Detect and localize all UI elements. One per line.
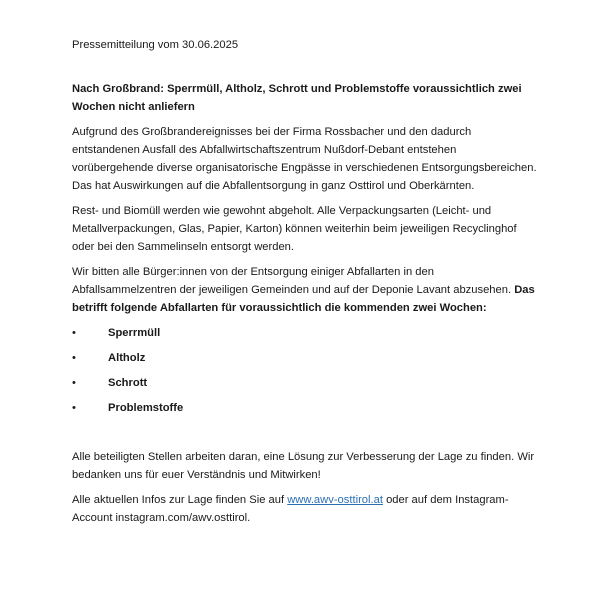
waste-type-list [72,324,540,424]
paragraph-collection-continues: Rest- und Biomüll werden wie gewohnt abgeholt. Alle Verpackungsarten (Leicht- und Metallverpackungen, Glas, Papier, Karton) können weiterhin beim jeweiligen Recyclinghof oder bei den Sammelinseln entsorgt werden. [72,205,517,253]
bullet-icon: • [72,327,76,339]
paragraph-fire-impact: Aufgrund des Großbrandereignisses bei der Firma Rossbacher und den dadurch entstandenen Ausfall des Abfallwirtschaftszentrum Nußdorf-Debant entstehen vorübergehende diverse organisatorische Engpässe in verschiedenen Entsorgungsbereichen. Das hat Auswirkungen auf die Abfallentsorgung in ganz Osttirol und Oberkärnten. [72,126,537,192]
waste-type-label: Schrott [108,377,148,389]
list-item [72,399,540,424]
list-item [72,374,540,399]
info-text-pre: Alle aktuellen Infos zur Lage finden Sie auf [72,494,285,506]
press-release [72,36,540,534]
paragraph-request [72,263,540,317]
section-spacer [72,424,540,448]
bullet-icon: • [72,377,76,389]
request-emphasis: Das betrifft folgende Abfallarten für voraussichtlich die kommenden zwei Wochen: [72,284,535,314]
dateline: Pressemitteilung vom 30.06.2025 [72,39,239,51]
headline: Nach Großbrand: Sperrmüll, Altholz, Schrott und Problemstoffe voraussichtlich zwei Wochen nicht anliefern [72,83,522,113]
waste-type-label: Problemstoffe [108,402,184,414]
bullet-icon: • [72,352,76,364]
waste-type-label: Altholz [108,352,146,364]
waste-type-label: Sperrmüll [108,327,161,339]
website-link[interactable]: www.awv-osttirol.at [287,494,383,506]
request-text: Wir bitten alle Bürger:innen von der Entsorgung einiger Abfallarten in den Abfallsammelzentren der jeweiligen Gemeinden und auf der Deponie Lavant abzusehen. [72,266,512,296]
list-item [72,349,540,374]
list-item [72,324,540,349]
paragraph-thanks: Alle beteiligten Stellen arbeiten daran, eine Lösung zur Verbesserung der Lage zu finden. Wir bedanken uns für euer Verständnis und Mitwirken! [72,451,535,481]
info-text-post: oder auf dem Instagram-Account instagram.com/awv.osttirol. [72,494,509,524]
bullet-icon: • [72,402,76,414]
paragraph-info [72,491,540,527]
